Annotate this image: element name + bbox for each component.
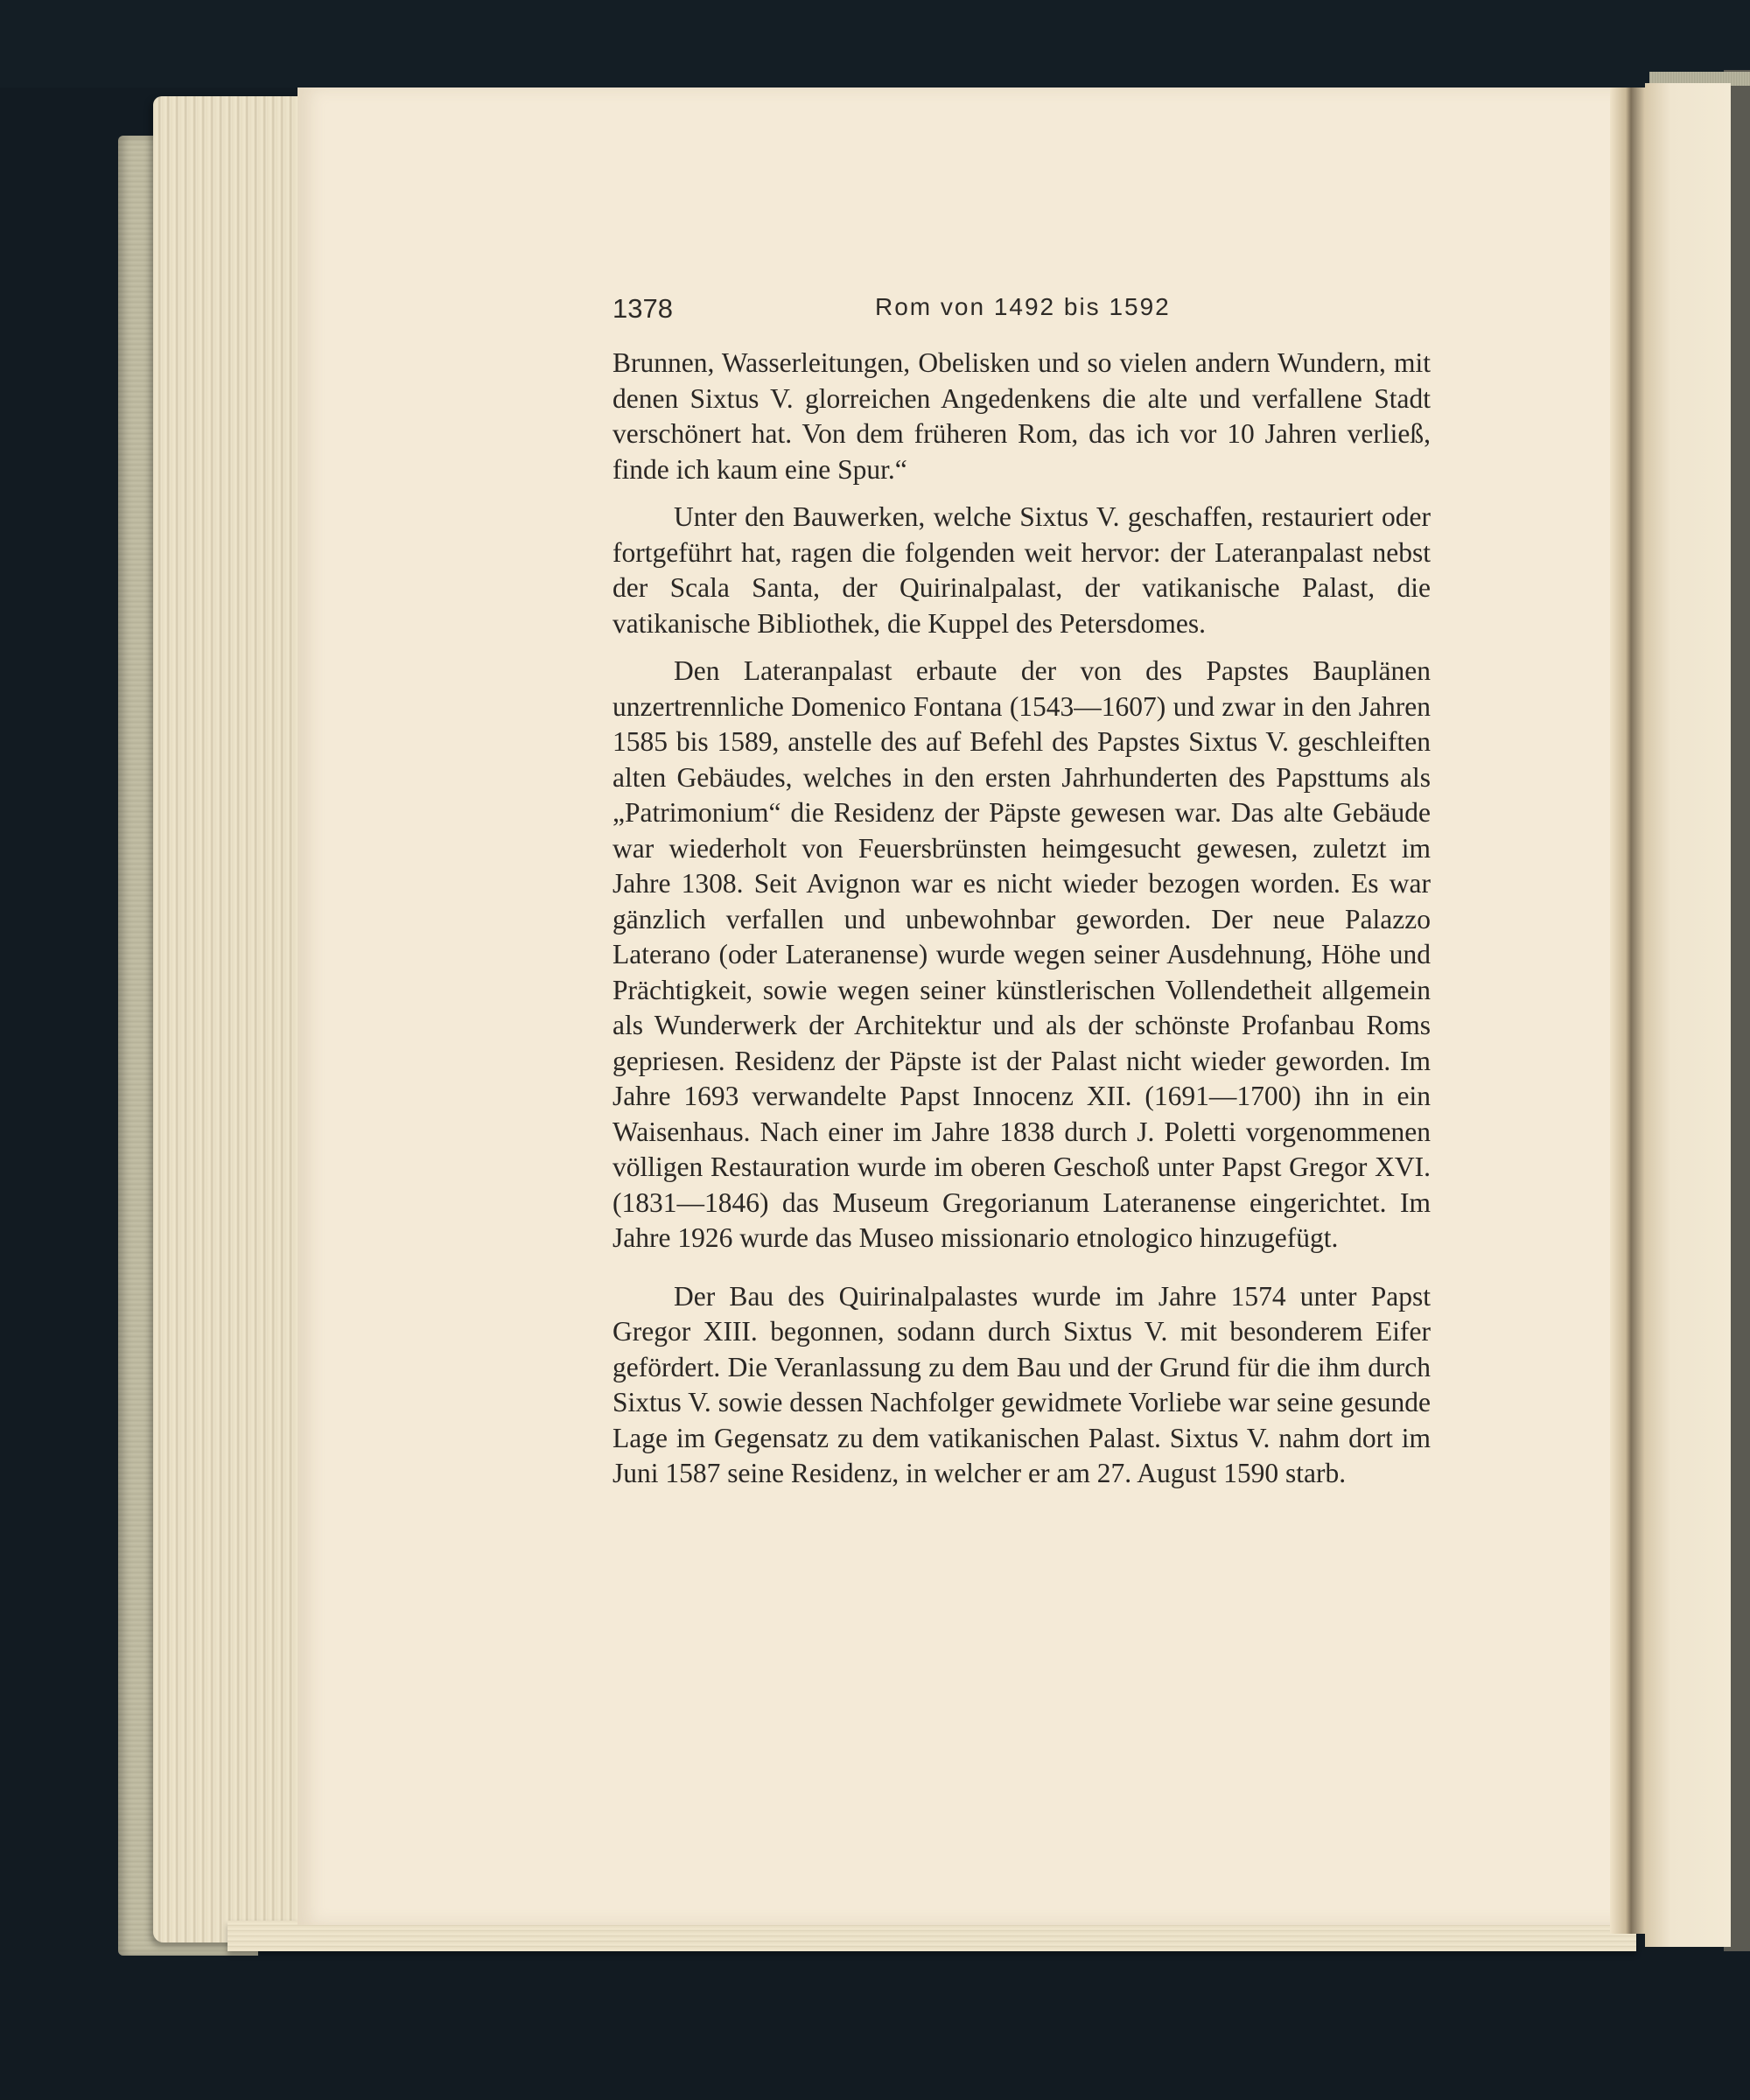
background (0, 0, 1750, 88)
paragraph-4: Der Bau des Quirinalpalastes wurde im Jahre 1574 unter Papst Gregor XIII. begonnen, sodann durch Sixtus V. mit besonderem Eifer gefördert. Die Veranlassung zu dem Bau und der Grund für die ihm durch Sixtus V. sowie dessen Nachfolger gewidmete Vorliebe war seine gesunde Lage im Gegensatz zu dem vatikanischen Palast. Sixtus V. nahm dort im Juni 1587 seine Residenz, in welcher er am 27. August 1590 starb. (612, 1280, 1431, 1488)
running-head-title: Rom von 1492 bis 1592 (875, 293, 1171, 320)
page-edges-bottom (228, 1921, 1636, 1951)
page-number: 1378 (612, 293, 673, 324)
right-page (1645, 83, 1731, 1947)
text-block (612, 293, 1431, 1492)
page-edges (153, 96, 319, 1942)
paragraph-1: Brunnen, Wasserleitungen, Obelisken und so vielen andern Wundern, mit denen Sixtus V. glorreichen Angedenkens die alte und verfallene Stadt verschönert hat. Von dem früheren Rom, das ich vor 10 Jahren verließ, finde ich kaum eine Spur.“ (612, 347, 1431, 485)
paragraph-3: Den Lateranpalast erbaute der von des Papstes Bauplänen unzertrennliche Domenico Fontana (1543—1607) und zwar in den Jahren 1585 bis 1589, anstelle des auf Befehl des Papstes Sixtus V. geschleiften alten Gebäudes, welches in den ersten Jahrhunderten des Papsttums als „Patrimonium“ die Residenz der Päpste gewesen war. Das alte Gebäude war wiederholt von Feuersbrünsten heimgesucht gewesen, zuletzt im Jahre 1308. Seit Avignon war es nicht wieder bezogen worden. Es war gänzlich verfallen und unbewohnbar geworden. Der neue Palazzo Laterano (oder Lateranense) wurde wegen seiner Ausdehnung, Höhe und Prächtigkeit, sowie wegen seiner künstlerischen Vollendetheit allgemein als Wunderwerk der Architektur und als der schönste Profanbau Roms gepriesen. Residenz der Päpste ist der Palast nicht wieder geworden. Im Jahre 1693 verwandelte Papst Innocenz XII. (1691—1700) ihn in ein Waisenhaus. Nach einer im Jahre 1838 durch J. Poletti vorgenommenen völligen Restauration wurde im oberen Geschoß unter Papst Gregor XVI. (1831—1846) das Museum Gregorianum Lateranense eingerichtet. Im Jahre 1926 wurde das Museo missionario etnologico hinzugefügt. (612, 655, 1431, 1253)
paragraph-2: Unter den Bauwerken, welche Sixtus V. geschaffen, restauriert oder fortgeführt hat, ragen die folgenden weit hervor: der Lateranpalast nebst der Scala Santa, der Quirinalpalast, der vatikanische Palast, die vatikanische Bibliothek, die Kuppel des Petersdomes. (612, 501, 1431, 639)
page-gutter (1610, 88, 1645, 1934)
running-head (612, 293, 1431, 346)
